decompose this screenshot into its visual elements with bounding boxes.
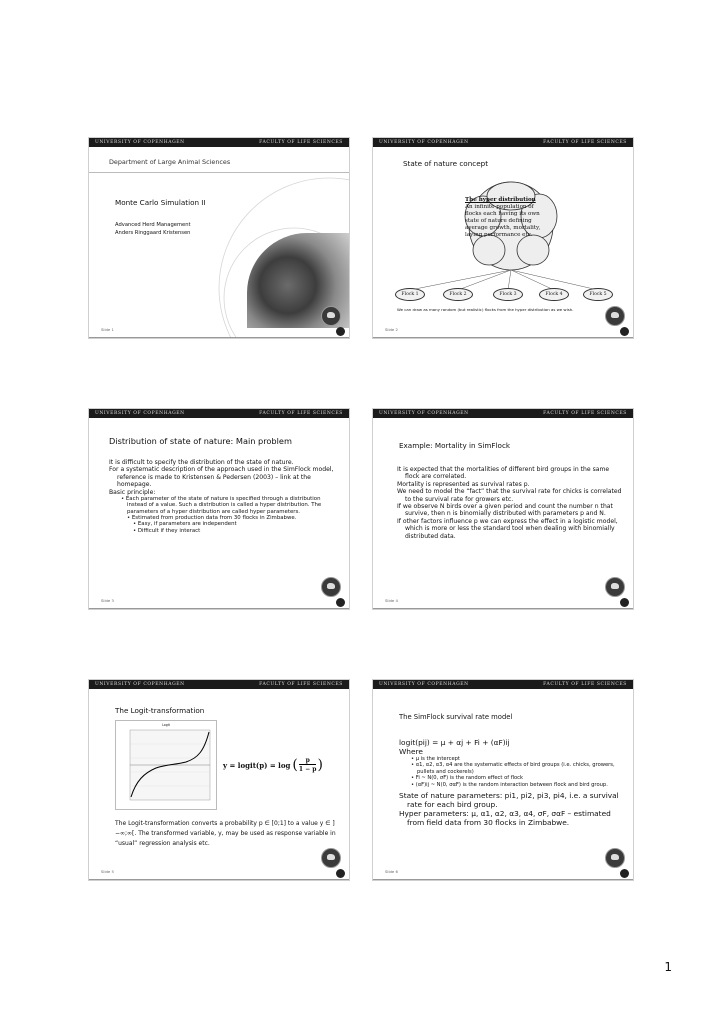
bullet-2: • α1, α2, α3, α4 are the systematic effects of bird groups (i.e. chicks, growers, pullets and cockerels) bbox=[411, 762, 615, 775]
slide-number: Slide 1 bbox=[101, 327, 114, 332]
paragraph-2: For a systematic description of the approach used in the SimFlock model, reference is made to Kristensen & Pedersen (2003) – link at the homepage. bbox=[109, 466, 334, 489]
slide-title: The SimFlock survival rate model bbox=[399, 713, 513, 721]
author-name: Anders Ringgaard Kristensen bbox=[115, 230, 191, 236]
corner-dot bbox=[620, 598, 629, 607]
paragraph-5: If other factors influence p we can express the effect in a logistic model, which is more or less the standard tool when dealing with binomially distributed data. bbox=[397, 517, 618, 540]
faculty-label: FACULTY OF LIFE SCIENCES bbox=[259, 140, 343, 145]
bullet-4: • (αF)ij ~ N(0, σαF) is the random interaction between flock and bird group. bbox=[411, 781, 608, 788]
university-seal-icon bbox=[605, 577, 625, 597]
university-seal-icon bbox=[321, 848, 341, 868]
university-seal-icon bbox=[321, 306, 341, 326]
slide-title: The Logit-transformation bbox=[115, 706, 205, 715]
slide-number: Slide 3 bbox=[101, 598, 114, 603]
faculty-label: FACULTY OF LIFE SCIENCES bbox=[259, 682, 343, 687]
faculty-label: FACULTY OF LIFE SCIENCES bbox=[543, 411, 627, 416]
paragraph-3: We need to model the “fact” that the survival rate for chicks is correlated to the survival rate for growers etc. bbox=[397, 488, 622, 503]
course-name: Advanced Herd Management bbox=[115, 222, 191, 228]
corner-dot bbox=[620, 869, 629, 878]
corner-dot bbox=[336, 327, 345, 336]
bullet-3: • Easy, if parameters are independent bbox=[133, 521, 237, 528]
model-equation: logit(pij) = μ + αj + Fi + (αF)ij bbox=[399, 738, 510, 747]
slide-number: Slide 5 bbox=[101, 869, 114, 874]
formula-numerator: p bbox=[305, 757, 310, 764]
slide-3 bbox=[88, 408, 350, 610]
slide-header-bar bbox=[373, 680, 633, 689]
department-label: Department of Large Animal Sciences bbox=[109, 158, 231, 166]
cloud-line-5: laying performance etc. bbox=[465, 232, 533, 238]
university-label: UNIVERSITY OF COPENHAGEN bbox=[95, 140, 185, 145]
paragraph-1: It is difficult to specify the distribution of the state of nature. bbox=[109, 459, 294, 466]
paragraph-3: Basic principle: bbox=[109, 488, 156, 496]
slide-header-bar bbox=[373, 409, 633, 418]
flock-node-2: Flock 2 bbox=[443, 288, 473, 301]
faculty-label: FACULTY OF LIFE SCIENCES bbox=[543, 140, 627, 145]
state-of-nature-params: State of nature parameters: pi1, pi2, pi3, pi4, i.e. a survival rate for each bird group. bbox=[399, 790, 619, 809]
faculty-label: FACULTY OF LIFE SCIENCES bbox=[259, 411, 343, 416]
corner-dot bbox=[620, 327, 629, 336]
slide-header-bar bbox=[89, 409, 349, 418]
slide-number: Slide 4 bbox=[385, 598, 398, 603]
logit-formula: y = logit(p) = log ( $\frac{p}{1 - p}$ ) bbox=[223, 757, 323, 773]
paragraph-4: If we observe N birds over a given period and count the number n that survive, then n is binomially distributed with parameters p and N. bbox=[397, 503, 613, 518]
bullet-1: • μ is the intercept bbox=[411, 756, 460, 762]
diagram-caption: We can draw as many random (but realistic) flocks from the hyper distribution as we wish. bbox=[397, 307, 574, 312]
cloud-line-1: An infinite population of bbox=[465, 204, 534, 210]
logit-description: The Logit-transformation converts a probability p ∈ [0;1] to a value y ∈ ]−∞;∞[. The transformed variable, y, may be used as response variable in “usual” regression analysis etc. bbox=[115, 820, 336, 847]
bullet-3: • Fi ~ N(0, σF) is the random effect of flock bbox=[411, 775, 524, 782]
bullet-1: • Each parameter of the state of nature is specified through a distribution instead of a value. Such a distribution is called a hyper distribution. The parameters of a hyper distribution are called hyper parameters. bbox=[121, 496, 322, 515]
university-seal-icon bbox=[321, 577, 341, 597]
cloud-line-3: state of nature defining bbox=[465, 218, 532, 224]
chart-title: Logit bbox=[162, 723, 170, 727]
bullet-4: • Difficult if they interact bbox=[133, 527, 201, 534]
slide-title: Example: Mortality in SimFlock bbox=[399, 441, 511, 450]
corner-dot bbox=[336, 598, 345, 607]
logit-curve-plot bbox=[116, 721, 216, 809]
flock-node-5: Flock 5 bbox=[583, 288, 613, 301]
logit-chart bbox=[115, 720, 217, 810]
cloud-heading: The hyper distribution bbox=[465, 197, 536, 203]
university-label: UNIVERSITY OF COPENHAGEN bbox=[379, 682, 469, 687]
paragraph-1: It is expected that the mortalities of different bird groups in the same flock are correlated. bbox=[397, 466, 610, 481]
university-label: UNIVERSITY OF COPENHAGEN bbox=[379, 140, 469, 145]
corner-dot bbox=[336, 869, 345, 878]
slide-6 bbox=[372, 679, 634, 881]
faculty-label: FACULTY OF LIFE SCIENCES bbox=[543, 682, 627, 687]
cloud-line-2: flocks each having its own bbox=[465, 211, 540, 217]
slide-title: Distribution of state of nature: Main problem bbox=[109, 436, 292, 446]
slide-4 bbox=[372, 408, 634, 610]
university-label: UNIVERSITY OF COPENHAGEN bbox=[95, 411, 185, 416]
page-number: 1 bbox=[664, 960, 672, 974]
hyper-params: Hyper parameters: μ, α1, α2, α3, α4, σF, σαF – estimated from field data from 30 flocks in Zimbabwe. bbox=[399, 808, 611, 827]
university-label: UNIVERSITY OF COPENHAGEN bbox=[95, 682, 185, 687]
paragraph-2: Mortality is represented as survival rates p. bbox=[397, 480, 530, 488]
slide-2 bbox=[372, 137, 634, 339]
flock-node-4: Flock 4 bbox=[539, 288, 569, 301]
flock-node-3: Flock 3 bbox=[493, 288, 523, 301]
slide-1 bbox=[88, 137, 350, 339]
formula-lhs: y = logit(p) = log bbox=[223, 760, 291, 770]
connector-lines bbox=[410, 270, 598, 290]
slide-header-bar bbox=[89, 680, 349, 689]
formula-denominator: 1 − p bbox=[298, 766, 317, 773]
university-seal-icon bbox=[605, 848, 625, 868]
slide-5 bbox=[88, 679, 350, 881]
where-label: Where bbox=[399, 747, 423, 756]
slide-number: Slide 2 bbox=[385, 327, 398, 332]
cloud-line-4: average growth, mortality, bbox=[465, 225, 541, 231]
slide-title: Monte Carlo Simulation II bbox=[115, 198, 206, 207]
flock-node-1: Flock 1 bbox=[395, 288, 425, 301]
slide-number: Slide 6 bbox=[385, 869, 398, 874]
university-label: UNIVERSITY OF COPENHAGEN bbox=[379, 411, 469, 416]
bullet-2: • Estimated from production data from 30 flocks in Zimbabwe. bbox=[127, 514, 297, 521]
university-seal-icon bbox=[605, 306, 625, 326]
slide-title: State of nature concept bbox=[403, 159, 489, 168]
